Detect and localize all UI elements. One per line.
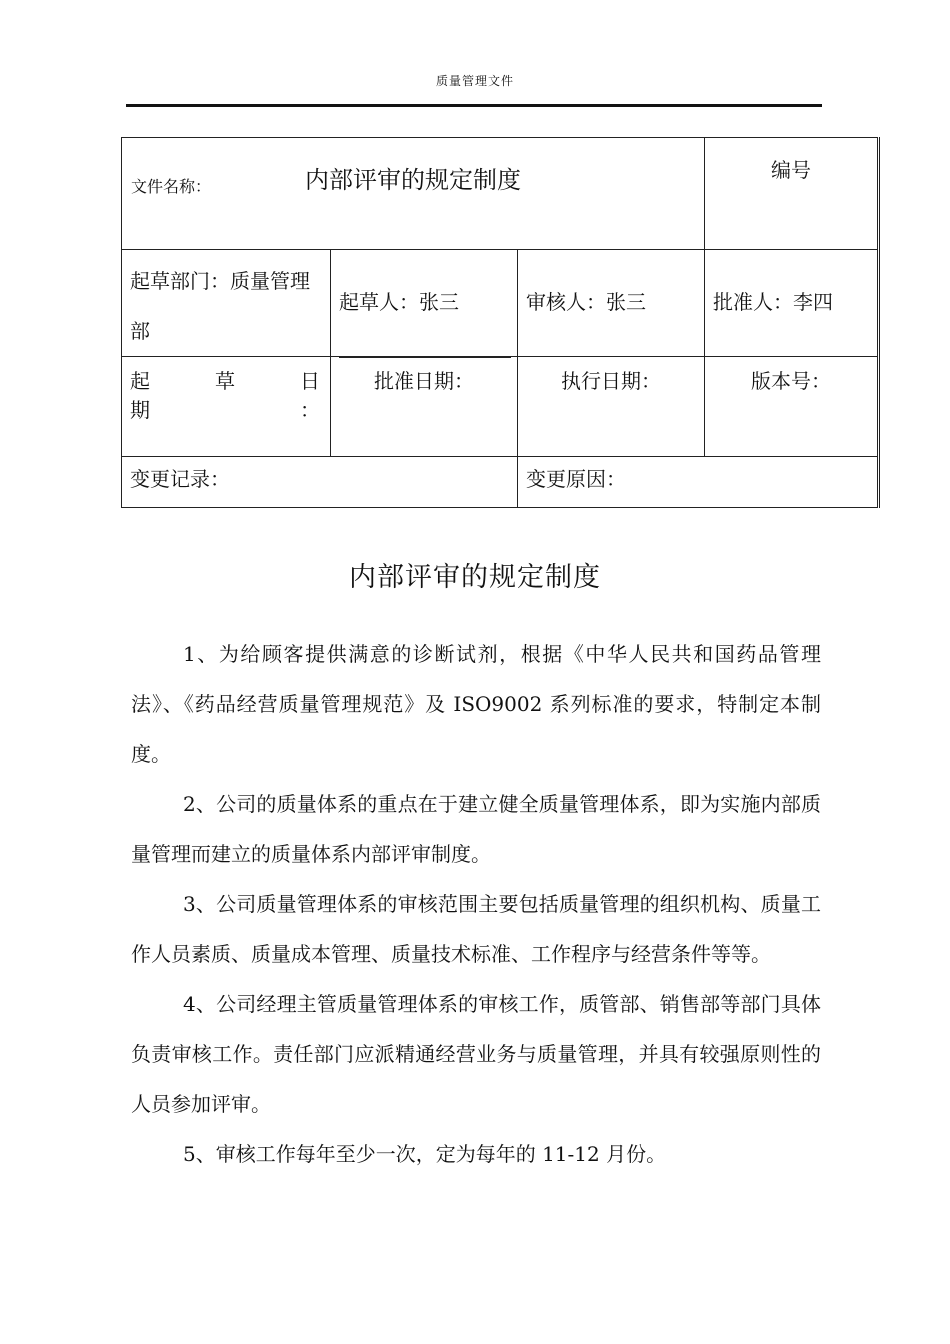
paragraph-4: 4、公司经理主管质量管理体系的审核工作，质管部、销售部等部门具体负责审核工作。责任部门应派精通经营业务与质量管理，并具有较强原则性的人员参加评审。: [131, 992, 821, 1116]
running-header: 质量管理文件: [435, 74, 514, 88]
drafting-dept-cell: 起草部门：质量管理部: [122, 250, 331, 357]
drafter-text: 起草人：张三: [339, 290, 459, 314]
paragraph-1: 1、为给顾客提供满意的诊断试剂，根据《中华人民共和国药品管理法》、《药品经营质量管理规范》及 ISO9002 系列标准的要求，特制定本制度。: [131, 642, 821, 766]
effective-date-cell: 执行日期：: [518, 357, 705, 457]
paragraph-5: 5、审核工作每年至少一次，定为每年的 11-12 月份。: [183, 1142, 667, 1166]
document-number-cell: [705, 138, 879, 250]
reviewer-cell: 审核人：张三: [518, 250, 705, 357]
version-cell: 版本号：: [705, 357, 879, 457]
file-name-value: 内部评审的规定制度: [305, 166, 521, 194]
document-number-label: 编号: [771, 158, 811, 182]
signature-line: [339, 357, 511, 358]
drafter-cell: [331, 250, 518, 357]
file-name-cell: [122, 138, 705, 250]
paragraph-2: 2、公司的质量体系的重点在于建立健全质量管理体系，即为实施内部质量管理而建立的质量体系内部评审制度。: [131, 792, 821, 866]
change-reason-cell: 变更原因：: [518, 457, 879, 508]
draft-date-cell: 起 草 日 期 ：: [122, 357, 331, 457]
document-title: 内部评审的规定制度: [349, 562, 601, 593]
approver-cell: 批准人：李四: [705, 250, 879, 357]
file-name-label: 文件名称：: [131, 177, 212, 196]
header-rule: [126, 104, 822, 107]
document-body: [131, 629, 821, 1179]
document-control-table: [121, 137, 880, 508]
change-record-cell: 变更记录：: [122, 457, 518, 508]
approval-date-cell: 批准日期：: [331, 357, 518, 457]
paragraph-3: 3、公司质量管理体系的审核范围主要包括质量管理的组织机构、质量工作人员素质、质量成本管理、质量技术标准、工作程序与经营条件等等。: [131, 892, 821, 966]
